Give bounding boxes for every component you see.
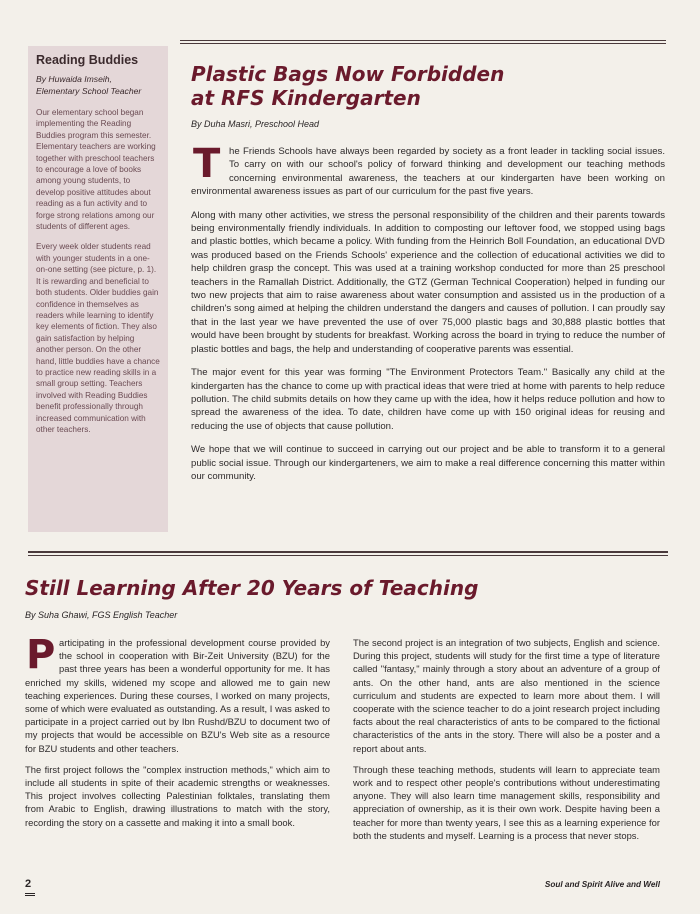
article2-byline: By Suha Ghawi, FGS English Teacher bbox=[25, 610, 178, 620]
article1-title bbox=[191, 62, 651, 110]
sidebar-byline bbox=[36, 73, 160, 97]
article1-title-line1: Plastic Bags Now Forbidden bbox=[191, 62, 505, 86]
sidebar-byline-author: By Huwaida Imseih, bbox=[36, 74, 112, 84]
article1-paragraph: Along with many other activities, we stress the personal responsibility of the children and their parents towards being environmentally friendly individuals. In addition to composting our leftover food, we stopped using bags and plastic bottles, which became a policy. With funding from the Heinrich Boll Foundation, an educational DVD was produced based on the Friends Schools' experience and the collection of educational activities we did to help children grasp the concept. This was used at a training workshop conducted for more than 25 preschool teachers in the Ramallah District. Additionally, the GTZ (German Technical Cooperation) helped in funding our two new projects that aim to raise awareness about water consumption and assisted us in the production of a children's song aimed at helping the children understand the dangers and causes of pollution. I can proudly say that in the last year we have prevented the use of over 75,000 plastic bags and 30,888 plastic bottles that would have been brought by students for breakfast. Working across the board in trying to reduce the number of plastic bottles and bags, the help and understanding of cooperative parents was essential. bbox=[191, 209, 665, 355]
sidebar-title: Reading Buddies bbox=[36, 53, 139, 67]
article2-paragraph-text: articipating in the professional development course provided by the school in cooperation with Bir-Zeit University (BZU) for the past three years has been a wonderful opportunity for me. It has enriched my skills, widened my scope and allowed me to gain new teaching experiences. During these courses, I worked on many projects, some of which were evaluated as outstanding. As a result, I was asked to participate in a project carried out by Ibn Rushd/BZU to document two of my projects that would be accessible on BZU's Web site as a resource for BZU students and other teachers. bbox=[25, 637, 330, 754]
article2-dropcap: P bbox=[26, 632, 56, 678]
article2-paragraph bbox=[25, 632, 330, 755]
article2-paragraph: The first project follows the "complex instruction methods," which aim to include all students in spite of their academic strengths or weaknesses. This project involves collecting Palestinian folktales, translating them from Arabic to English, drawing illustrations to match with the story, recording the story on a cassette and making it into a small book. bbox=[25, 763, 330, 828]
article2-left-column bbox=[25, 632, 330, 837]
article2-paragraph: The second project is an integration of two subjects, English and science. During this project, students will study for the first time a type of literature called "fantasy," mainly through a story about an adventure of a group of ants. On the other hand, ants are also mentioned in the science curriculum and students are expected to learn more about them. I will cooperate with the science teacher to do a joint research project including facts about the real characteristics of ants to be compared to the fictional characteristics of the ants in the story. There will also be a poster and a report about ants. bbox=[353, 637, 660, 754]
sidebar-paragraph: Our elementary school began implementing the Reading Buddies program this semester. Elementary teachers are working together with preschool teachers to encourage a love of books among young students, to develop positive attitudes about reading as a fun activity and to forge strong relations among our students of different ages. bbox=[36, 108, 156, 232]
page-number-rule bbox=[25, 893, 35, 896]
page-number: 2 bbox=[25, 878, 32, 890]
article1-body bbox=[191, 141, 665, 493]
article2-title: Still Learning After 20 Years of Teaching bbox=[25, 576, 479, 600]
article1-dropcap: T bbox=[193, 141, 221, 187]
sidebar-byline-role: Elementary School Teacher bbox=[36, 86, 142, 96]
article1-paragraph: We hope that we will continue to succeed in carrying out our project and be able to transform it to a general public social issue. Through our kindergarteners, we aim to make a real difference concerning this matter within our community. bbox=[191, 444, 665, 482]
reading-buddies-sidebar bbox=[28, 46, 168, 532]
top-double-rule bbox=[180, 40, 666, 44]
article1-paragraph: The major event for this year was forming "The Environment Protectors Team." Basically any child at the kindergarten has the chance to come up with practical ideas that were tried at home with parents to help reduce pollution. The child submits details on how they came up with the idea, how it helps reduce pollution and how to spread the awareness of the idea. To date, children have come up with 150 original ideas for reusing and reducing the use of objects that cause pollution. bbox=[191, 367, 665, 432]
article1-title-line2: at RFS Kindergarten bbox=[191, 86, 421, 110]
sidebar-paragraph: Every week older students read with younger students in a one-on-one setting (see picture, p. 1). It is rewarding and beneficial to both students. Older buddies gain confidence in themselves as readers while learning to identify key elements of fiction. They also gain satisfaction by helping another person. On the other hand, little buddies have a chance to practice new reading skills in a small group setting. Teachers involved with Reading Buddies benefit professionally through increased communication with other teachers. bbox=[36, 242, 160, 434]
article2-right-column bbox=[353, 636, 660, 850]
article1-paragraph bbox=[191, 141, 665, 199]
section-double-rule bbox=[28, 551, 668, 556]
article2-paragraph: Through these teaching methods, students will learn to appreciate team work and to respect other people's contributions without underestimating anyone. They will also learn time management skills, responsibility and appreciation of ownership, as it is their own work. Despite having been a teacher for more than twenty years, I see this as a learning experience for both the students and myself. Learning is a process that never stops. bbox=[353, 763, 660, 841]
article1-byline: By Duha Masri, Preschool Head bbox=[191, 119, 320, 129]
article1-paragraph-text: he Friends Schools have always been regarded by society as a front leader in tackling social issues. To carry on with our school's policy of forward thinking and development our teaching methods concerning environmental awareness, the teachers at our kindergarten have been working on environmental awareness issues as part of our curriculum for the past five years. bbox=[191, 146, 665, 198]
publication-footer: Soul and Spirit Alive and Well bbox=[544, 880, 660, 889]
